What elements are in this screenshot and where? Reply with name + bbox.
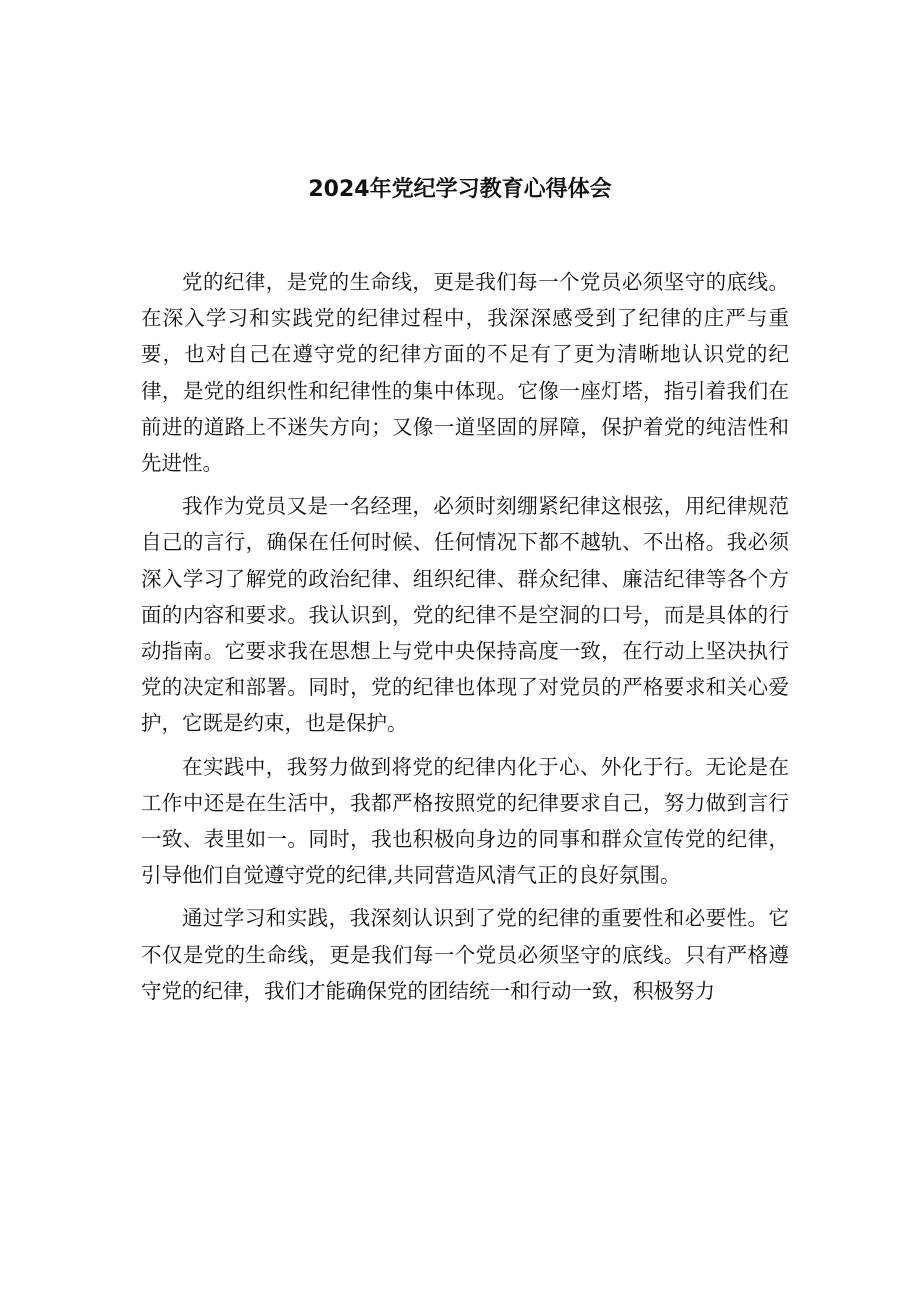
paragraph-3: 在实践中，我努力做到将党的纪律内化于心、外化于行。无论是在工作中还是在生活中，我都严格按照党的纪律要求自己，努力做到言行一致、表里如一。同时，我也积极向身边的同事和群众宣传党的纪律，引导他们自觉遵守党的纪律,共同营造风清气正的良好氛围。 — [141, 754, 789, 888]
document-body — [141, 264, 789, 1016]
paragraph-4: 通过学习和实践，我深刻认识到了党的纪律的重要性和必要性。它不仅是党的生命线，更是我们每一个党员必须坚守的底线。只有严格遵守党的纪律，我们才能确保党的团结统一和行动一致，积极努力 — [141, 906, 789, 1003]
paragraph-2: 我作为党员又是一名经理，必须时刻绷紧纪律这根弦，用纪律规范自己的言行，确保在任何时候、任何情况下都不越轨、不出格。我必须深入学习了解党的政治纪律、组织纪律、群众纪律、廉洁纪律等各个方面的内容和要求。我认识到，党的纪律不是空洞的口号，而是具体的行动指南。它要求我在思想上与党中央保持高度一致，在行动上坚决执行党的决定和部署。同时，党的纪律也体现了对党员的严格要求和关心爱护，它既是约束，也是保护。 — [141, 494, 789, 736]
paragraph-1: 党的纪律，是党的生命线，更是我们每一个党员必须坚守的底线。在深入学习和实践党的纪律过程中，我深深感受到了纪律的庄严与重要，也对自己在遵守党的纪律方面的不足有了更为清晰地认识党的纪律，是党的组织性和纪律性的集中体现。它像一座灯塔，指引着我们在前进的道路上不迷失方向；又像一道坚固的屏障，保护着党的纯洁性和先进性。 — [141, 270, 789, 476]
document-title: 2024年党纪学习教育心得体会 — [308, 177, 612, 202]
